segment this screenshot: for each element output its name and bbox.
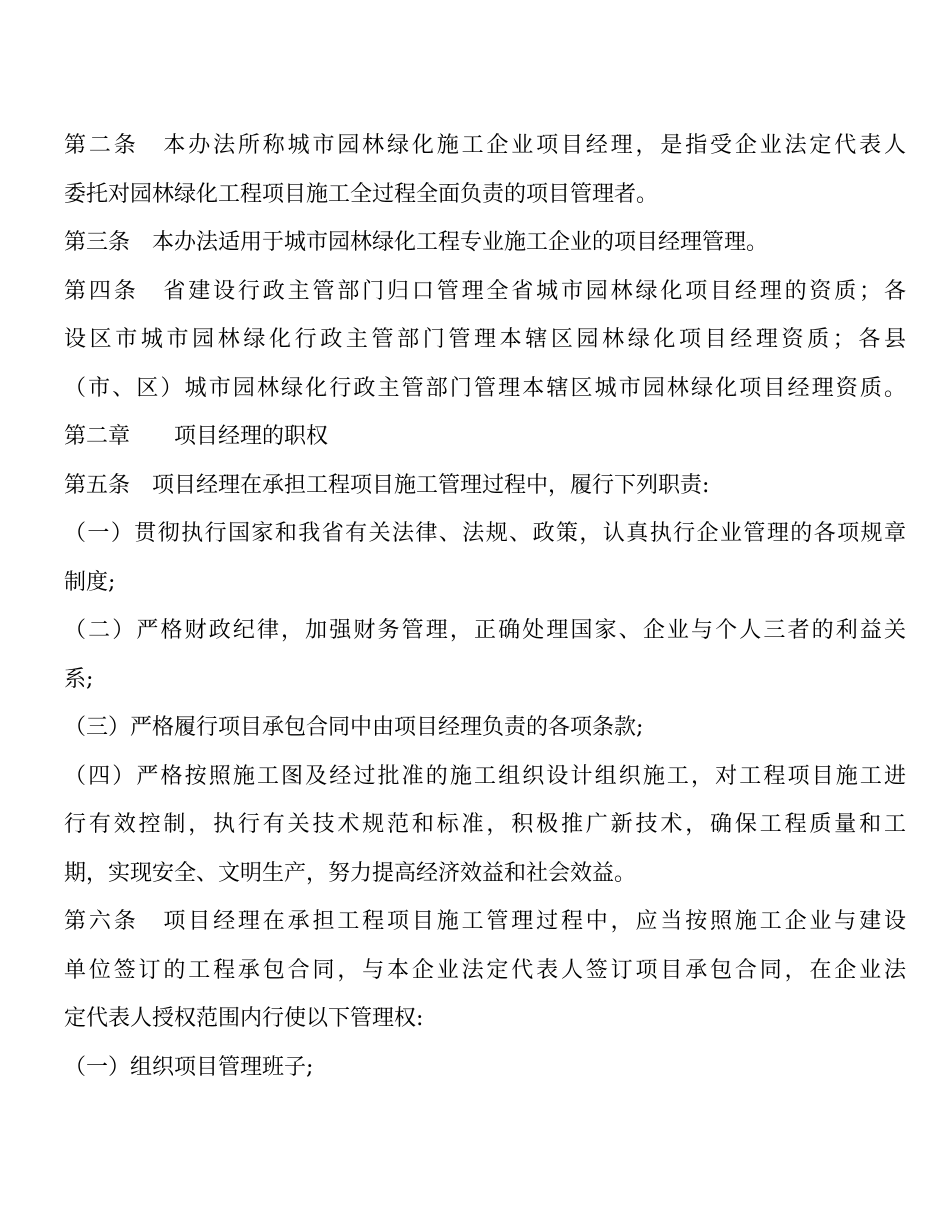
- article-5-item-4-text-1: （四）严格按照施工图及经过批准的施工组织设计组织施工，对工程项目施工进: [64, 763, 906, 789]
- document-body: [64, 122, 906, 1092]
- article-5-number: 第五条: [64, 472, 131, 498]
- article-4-text-2: 设区市城市园林绿化行政主管部门管理本辖区园林绿化项目经理资质；各县: [64, 327, 906, 352]
- article-5-item-4-text-3: 期，实现安全、文明生产，努力提高经济效益和社会效益。: [64, 860, 637, 886]
- article-6-item-1-line-1: [64, 1044, 906, 1093]
- chapter-2-title: 项目经理的职权: [174, 424, 329, 449]
- article-5-item-4-text-2: 行有效控制，执行有关技术规范和标准，积极推广新技术，确保工程质量和工: [64, 812, 906, 837]
- article-3-line-1: [64, 219, 906, 268]
- article-4-number: 第四条: [64, 278, 139, 304]
- article-3-text-1: 本办法适用于城市园林绿化工程专业施工企业的项目经理管理。: [152, 230, 769, 255]
- article-4-line-3: [64, 365, 906, 414]
- article-4-text-3: （市、区）城市园林绿化行政主管部门管理本辖区城市园林绿化项目经理资质。: [64, 375, 906, 401]
- article-5-item-3-line-1: [64, 704, 906, 753]
- article-5-item-4-line-3: [64, 850, 906, 899]
- article-4-text-1: 省建设行政主管部门归口管理全省城市园林绿化项目经理的资质；各: [160, 278, 906, 304]
- article-5-item-1-line-2: [64, 559, 906, 608]
- article-5-item-2-line-1: [64, 607, 906, 656]
- article-5-line-1: [64, 462, 906, 511]
- article-5-item-2-text-2: 系;: [64, 666, 94, 692]
- article-2-number: 第二条: [64, 133, 139, 158]
- chapter-2-number: 第二章: [64, 424, 131, 449]
- article-6-line-2: [64, 947, 906, 996]
- article-5-item-1-text-2: 制度;: [64, 569, 116, 595]
- article-5-item-3-text-1: （三）严格履行项目承包合同中由项目经理负责的各项条款;: [64, 715, 644, 740]
- article-6-text-1: 项目经理在承担工程项目施工管理过程中，应当按照施工企业与建设: [160, 909, 906, 934]
- article-6-line-3: [64, 995, 906, 1044]
- article-5-item-1-text-1: （一）贯彻执行国家和我省有关法律、法规、政策，认真执行企业管理的各项规章: [64, 521, 906, 546]
- article-6-text-3: 定代表人授权范围内行使以下管理权:: [64, 1006, 424, 1031]
- article-5-text-1: 项目经理在承担工程项目施工管理过程中，履行下列职责:: [152, 472, 710, 498]
- article-2-line-2: [64, 171, 906, 220]
- article-5-item-2-line-2: [64, 656, 906, 705]
- chapter-2-heading: [64, 413, 906, 462]
- article-2-text-1: 本办法所称城市园林绿化施工企业项目经理，是指受企业法定代表人: [160, 133, 906, 158]
- article-4-line-2: [64, 316, 906, 365]
- article-6-number: 第六条: [64, 909, 139, 934]
- article-5-item-1-line-1: [64, 510, 906, 559]
- article-4-line-1: [64, 268, 906, 317]
- article-3-number: 第三条: [64, 230, 131, 255]
- article-2-line-1: [64, 122, 906, 171]
- article-5-item-2-text-1: （二）严格财政纪律，加强财务管理，正确处理国家、企业与个人三者的利益关: [64, 618, 906, 643]
- article-6-text-2: 单位签订的工程承包合同，与本企业法定代表人签订项目承包合同，在企业法: [64, 957, 906, 983]
- article-5-item-4-line-2: [64, 801, 906, 850]
- article-6-line-1: [64, 898, 906, 947]
- article-5-item-4-line-1: [64, 753, 906, 802]
- article-6-item-1-text-1: （一）组织项目管理班子;: [64, 1054, 314, 1080]
- article-2-text-2: 委托对园林绿化工程项目施工全过程全面负责的项目管理者。: [64, 181, 659, 207]
